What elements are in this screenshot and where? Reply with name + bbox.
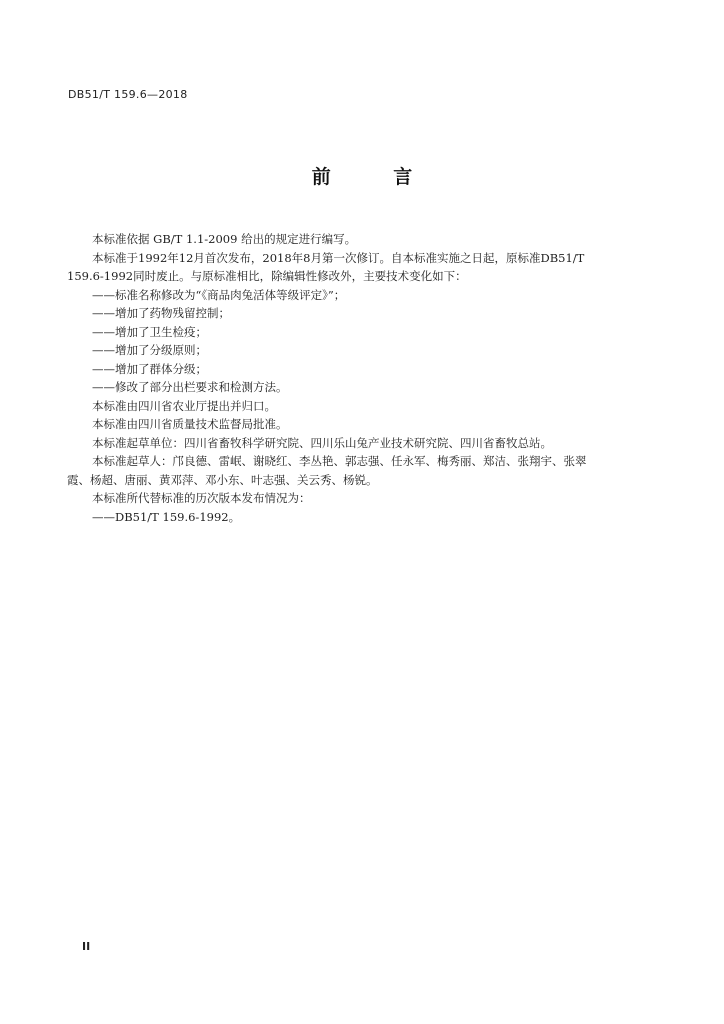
paragraph-drafters-continued: 霞、杨超、唐丽、黄邓萍、邓小东、叶志强、关云秀、杨锐。 [67, 472, 378, 487]
change-item: ——增加了卫生检疫； [92, 324, 207, 339]
previous-edition-item: ——DB51/T 159.6-1992。 [92, 509, 241, 524]
change-item: ——修改了部分出栏要求和检测方法。 [92, 380, 288, 394]
page-number: II [82, 940, 91, 953]
paragraph-proposer: 本标准由四川省农业厅提出并归口。 [92, 398, 276, 413]
change-item: ——增加了群体分级； [92, 361, 207, 376]
paragraph-basis: 本标准依据 GB/T 1.1-2009 给出的规定进行编写。 [92, 232, 357, 246]
foreword-body [67, 230, 632, 526]
page-title: 前 言 [311, 166, 441, 188]
paragraph-previous-editions: 本标准所代替标准的历次版本发布情况为： [92, 491, 311, 505]
paragraph-drafters: 本标准起草人：邝良德、雷岷、谢晓红、李丛艳、郭志强、任永军、梅秀丽、郑洁、张翔宇、张翠 [92, 454, 587, 468]
paragraph-approver: 本标准由四川省质量技术监督局批准。 [92, 417, 288, 431]
standard-code-header: DB51/T 159.6—2018 [68, 88, 188, 101]
paragraph-history-continued: 159.6-1992同时废止。与原标准相比，除编辑性修改外，主要技术变化如下： [67, 269, 467, 283]
paragraph-history: 本标准于1992年12月首次发布，2018年8月第一次修订。自本标准实施之日起，原标准DB51/T [92, 250, 585, 265]
change-item: ——标准名称修改为“《商品肉兔活体等级评定》”； [92, 287, 346, 302]
change-item: ——增加了分级原则； [92, 343, 207, 357]
paragraph-drafting-units: 本标准起草单位：四川省畜牧科学研究院、四川乐山兔产业技术研究院、四川省畜牧总站。 [92, 435, 552, 450]
change-item: ——增加了药物残留控制； [92, 306, 230, 320]
